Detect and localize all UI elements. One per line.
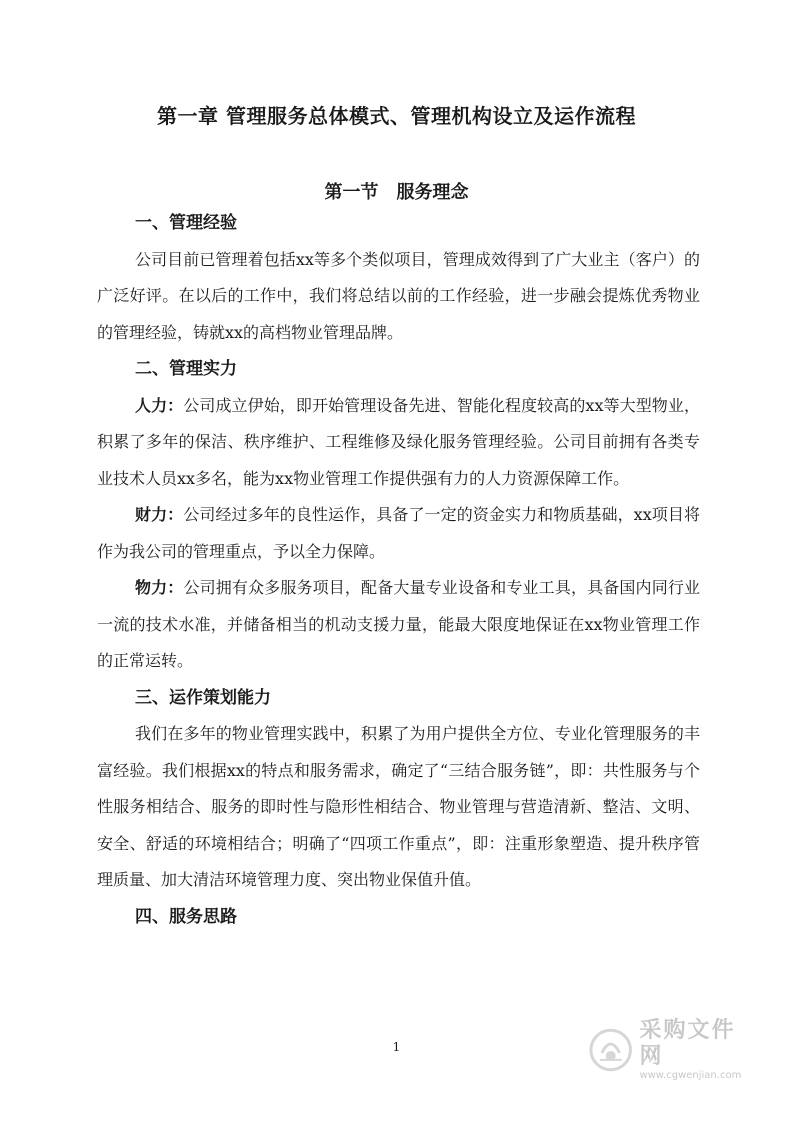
paragraph bbox=[97, 242, 700, 352]
watermark-text bbox=[639, 1018, 758, 1082]
chapter-title: 第一章 管理服务总体模式、管理机构设立及运作流程 bbox=[157, 104, 636, 128]
paragraph bbox=[97, 716, 700, 899]
section-management-strength bbox=[97, 351, 700, 680]
paragraph-text: 公司目前已管理着包括xx等多个类似项目，管理成效得到了广大业主（客户）的广泛好评。在以后的工作中，我们将总结以前的工作经验，进一步融会提炼优秀物业的管理经验，铸就xx的高档物业管理品牌。 bbox=[97, 249, 700, 342]
paragraph-lead: 物力： bbox=[135, 578, 184, 597]
section-heading: 二、管理实力 bbox=[135, 359, 237, 379]
page-number: 1 bbox=[392, 1040, 401, 1054]
paragraph-text: 公司成立伊始，即开始管理设备先进、智能化程度较高的xx等大型物业，积累了多年的保洁、秩序维护、工程维修及绿化服务管理经验。公司目前拥有各类专业技术人员xx多名，能为xx物业管理工作提供强有力的人力资源保障工作。 bbox=[97, 395, 700, 488]
paragraph-text: 公司经过多年的良性运作，具备了一定的资金实力和物质基础，xx项目将作为我公司的管理重点，予以全力保障。 bbox=[97, 505, 700, 561]
section-service-approach bbox=[97, 899, 700, 936]
document-body bbox=[97, 205, 700, 935]
watermark-site-name: 采购文件网 bbox=[639, 1018, 736, 1069]
watermark-url: www.cgwenjian.com bbox=[639, 1070, 742, 1081]
section-title: 第一节 服务理念 bbox=[324, 182, 469, 203]
section-heading: 一、管理经验 bbox=[135, 213, 237, 233]
paragraph-lead: 财力： bbox=[135, 505, 184, 524]
section-operation-planning bbox=[97, 680, 700, 899]
paragraph-lead: 人力： bbox=[135, 395, 184, 415]
paragraph bbox=[97, 497, 700, 570]
watermark bbox=[588, 1018, 758, 1081]
paragraph-text: 我们在多年的物业管理实践中，积累了为用户提供全方位、专业化管理服务的丰富经验。我们根据xx的特点和服务需求，确定了“三结合服务链”，即：共性服务与个性服务相结合、服务的即时性与隐形性相结合、物业管理与营造清新、整洁、文明、安全、舒适的环境相结合；明确了“四项工作重点”，即：注重形象塑造、提升秩序管理质量、加大清洁环境管理力度、突出物业保值升值。 bbox=[97, 724, 700, 889]
paragraph-text: 公司拥有众多服务项目，配备大量专业设备和专业工具，具备国内同行业一流的技术水准，并储备相当的机动支援力量，能最大限度地保证在xx物业管理工作的正常运转。 bbox=[97, 578, 700, 670]
section-management-experience bbox=[97, 205, 700, 351]
section-heading: 三、运作策划能力 bbox=[135, 687, 271, 708]
paragraph bbox=[97, 570, 700, 680]
cgwenjian-logo-icon bbox=[588, 1027, 633, 1073]
section-heading: 四、服务思路 bbox=[135, 906, 237, 927]
paragraph bbox=[97, 388, 700, 498]
